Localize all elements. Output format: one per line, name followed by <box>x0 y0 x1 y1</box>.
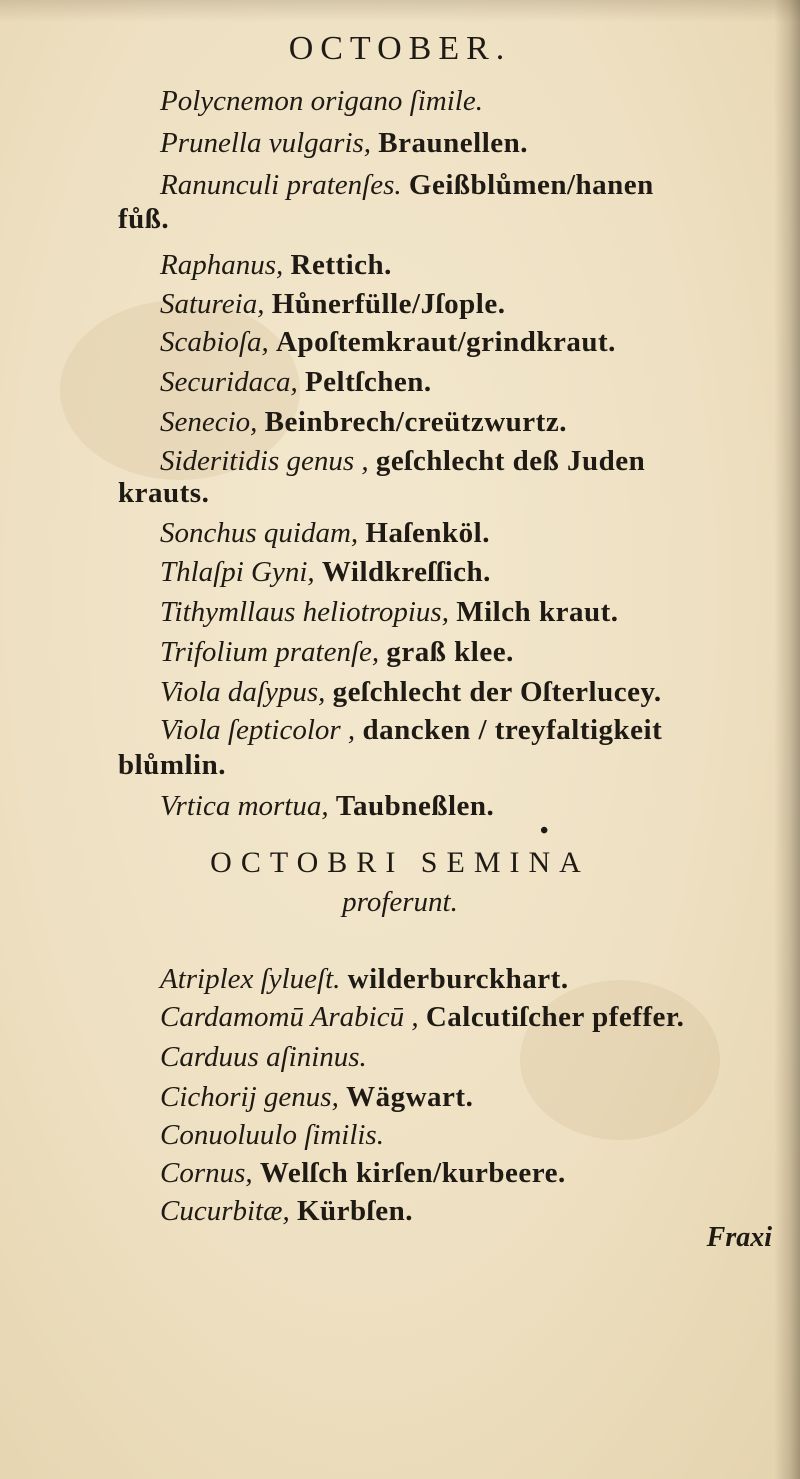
latin-name: Cichorij genus, <box>160 1081 339 1113</box>
german-name: graß klee. <box>386 636 514 668</box>
german-name: Wildkreſſich. <box>321 556 491 588</box>
latin-name: Polycnemon origano ſimile. <box>160 85 483 117</box>
german-name: Haſenköl. <box>365 517 490 549</box>
latin-name: Atriplex ſylueſt. <box>160 963 341 995</box>
section-subheading: proferunt. <box>342 886 458 918</box>
latin-name: Viola daſypus, <box>160 676 326 708</box>
german-name: Apoſtemkraut/grindkraut. <box>276 326 616 358</box>
german-name: Beinbrech/creützwurtz. <box>264 406 567 438</box>
latin-name: Sideritidis genus , <box>160 445 369 477</box>
german-name: wilderburckhart. <box>347 963 569 995</box>
latin-name: Sonchus quidam, <box>160 517 359 549</box>
list-item <box>160 1156 566 1190</box>
german-name: dancken / treyfaltigkeit <box>362 714 663 746</box>
list-item <box>160 444 645 478</box>
list-item <box>160 126 528 160</box>
list-item <box>160 325 616 359</box>
latin-name: Trifolium pratenſe, <box>160 636 380 668</box>
german-name: Taubneßlen. <box>335 790 495 822</box>
list-item <box>160 555 491 589</box>
list-item <box>160 248 392 282</box>
latin-name: Vrtica mortua, <box>160 790 329 822</box>
list-item <box>160 595 618 629</box>
list-item <box>160 789 494 823</box>
list-item-continuation <box>118 476 209 510</box>
list-item <box>160 287 505 321</box>
list-item-continuation <box>118 202 169 236</box>
list-item <box>160 1194 413 1228</box>
german-name: Calcutiſcher pfeffer. <box>425 1001 685 1033</box>
section-heading: OCTOBRI SEMINA <box>210 846 590 879</box>
german-name: geſchlecht deß Juden <box>375 445 646 477</box>
list-item <box>160 962 569 996</box>
page-shadow-top <box>0 0 800 22</box>
german-name: blůmlin. <box>118 749 226 781</box>
latin-name: Viola ſepticolor , <box>160 714 356 746</box>
list-item <box>160 635 514 669</box>
latin-name: Raphanus, <box>160 249 284 281</box>
list-item <box>160 365 432 399</box>
section-divider: • <box>540 818 549 844</box>
german-name: Milch kraut. <box>456 596 619 628</box>
list-item <box>160 168 654 202</box>
latin-name: Cardamomū Arabicū , <box>160 1001 419 1033</box>
latin-name: Cornus, <box>160 1157 253 1189</box>
page-header: OCTOBER. <box>288 30 512 67</box>
catchword: Fraxi <box>706 1222 772 1253</box>
list-item <box>160 84 483 118</box>
page-gutter-shadow <box>774 0 800 1479</box>
latin-name: Satureia, <box>160 288 265 320</box>
list-item <box>160 675 662 709</box>
german-name: Geißblůmen/hanen <box>408 169 654 201</box>
list-item <box>160 516 490 550</box>
german-name: fůß. <box>118 203 170 235</box>
german-name: geſchlecht der Oſterlucey. <box>332 676 662 708</box>
german-name: krauts. <box>118 477 210 509</box>
latin-name: Conuoluulo ſimilis. <box>160 1119 384 1151</box>
latin-name: Carduus aſininus. <box>160 1041 367 1073</box>
german-name: Peltſchen. <box>304 366 432 398</box>
german-name: Braunellen. <box>378 127 529 159</box>
german-name: Rettich. <box>290 249 392 281</box>
latin-name: Securidaca, <box>160 366 298 398</box>
list-item <box>160 713 662 747</box>
german-name: Hůnerfülle/Jſople. <box>271 288 506 320</box>
german-name: Kürbſen. <box>296 1195 413 1227</box>
list-item <box>160 1118 384 1152</box>
list-item <box>160 1000 684 1034</box>
latin-name: Ranunculi pratenſes. <box>160 169 402 201</box>
latin-name: Cucurbitæ, <box>160 1195 290 1227</box>
latin-name: Scabioſa, <box>160 326 269 358</box>
list-item <box>160 405 567 439</box>
latin-name: Senecio, <box>160 406 258 438</box>
german-name: Wägwart. <box>346 1081 474 1113</box>
latin-name: Thlaſpi Gyni, <box>160 556 315 588</box>
list-item <box>160 1040 367 1074</box>
list-item-continuation <box>118 748 226 782</box>
latin-name: Tithymllaus heliotropius, <box>160 596 449 628</box>
latin-name: Prunella vulgaris, <box>160 127 372 159</box>
german-name: Welſch kirſen/kurbeere. <box>259 1157 566 1189</box>
list-item <box>160 1080 473 1114</box>
